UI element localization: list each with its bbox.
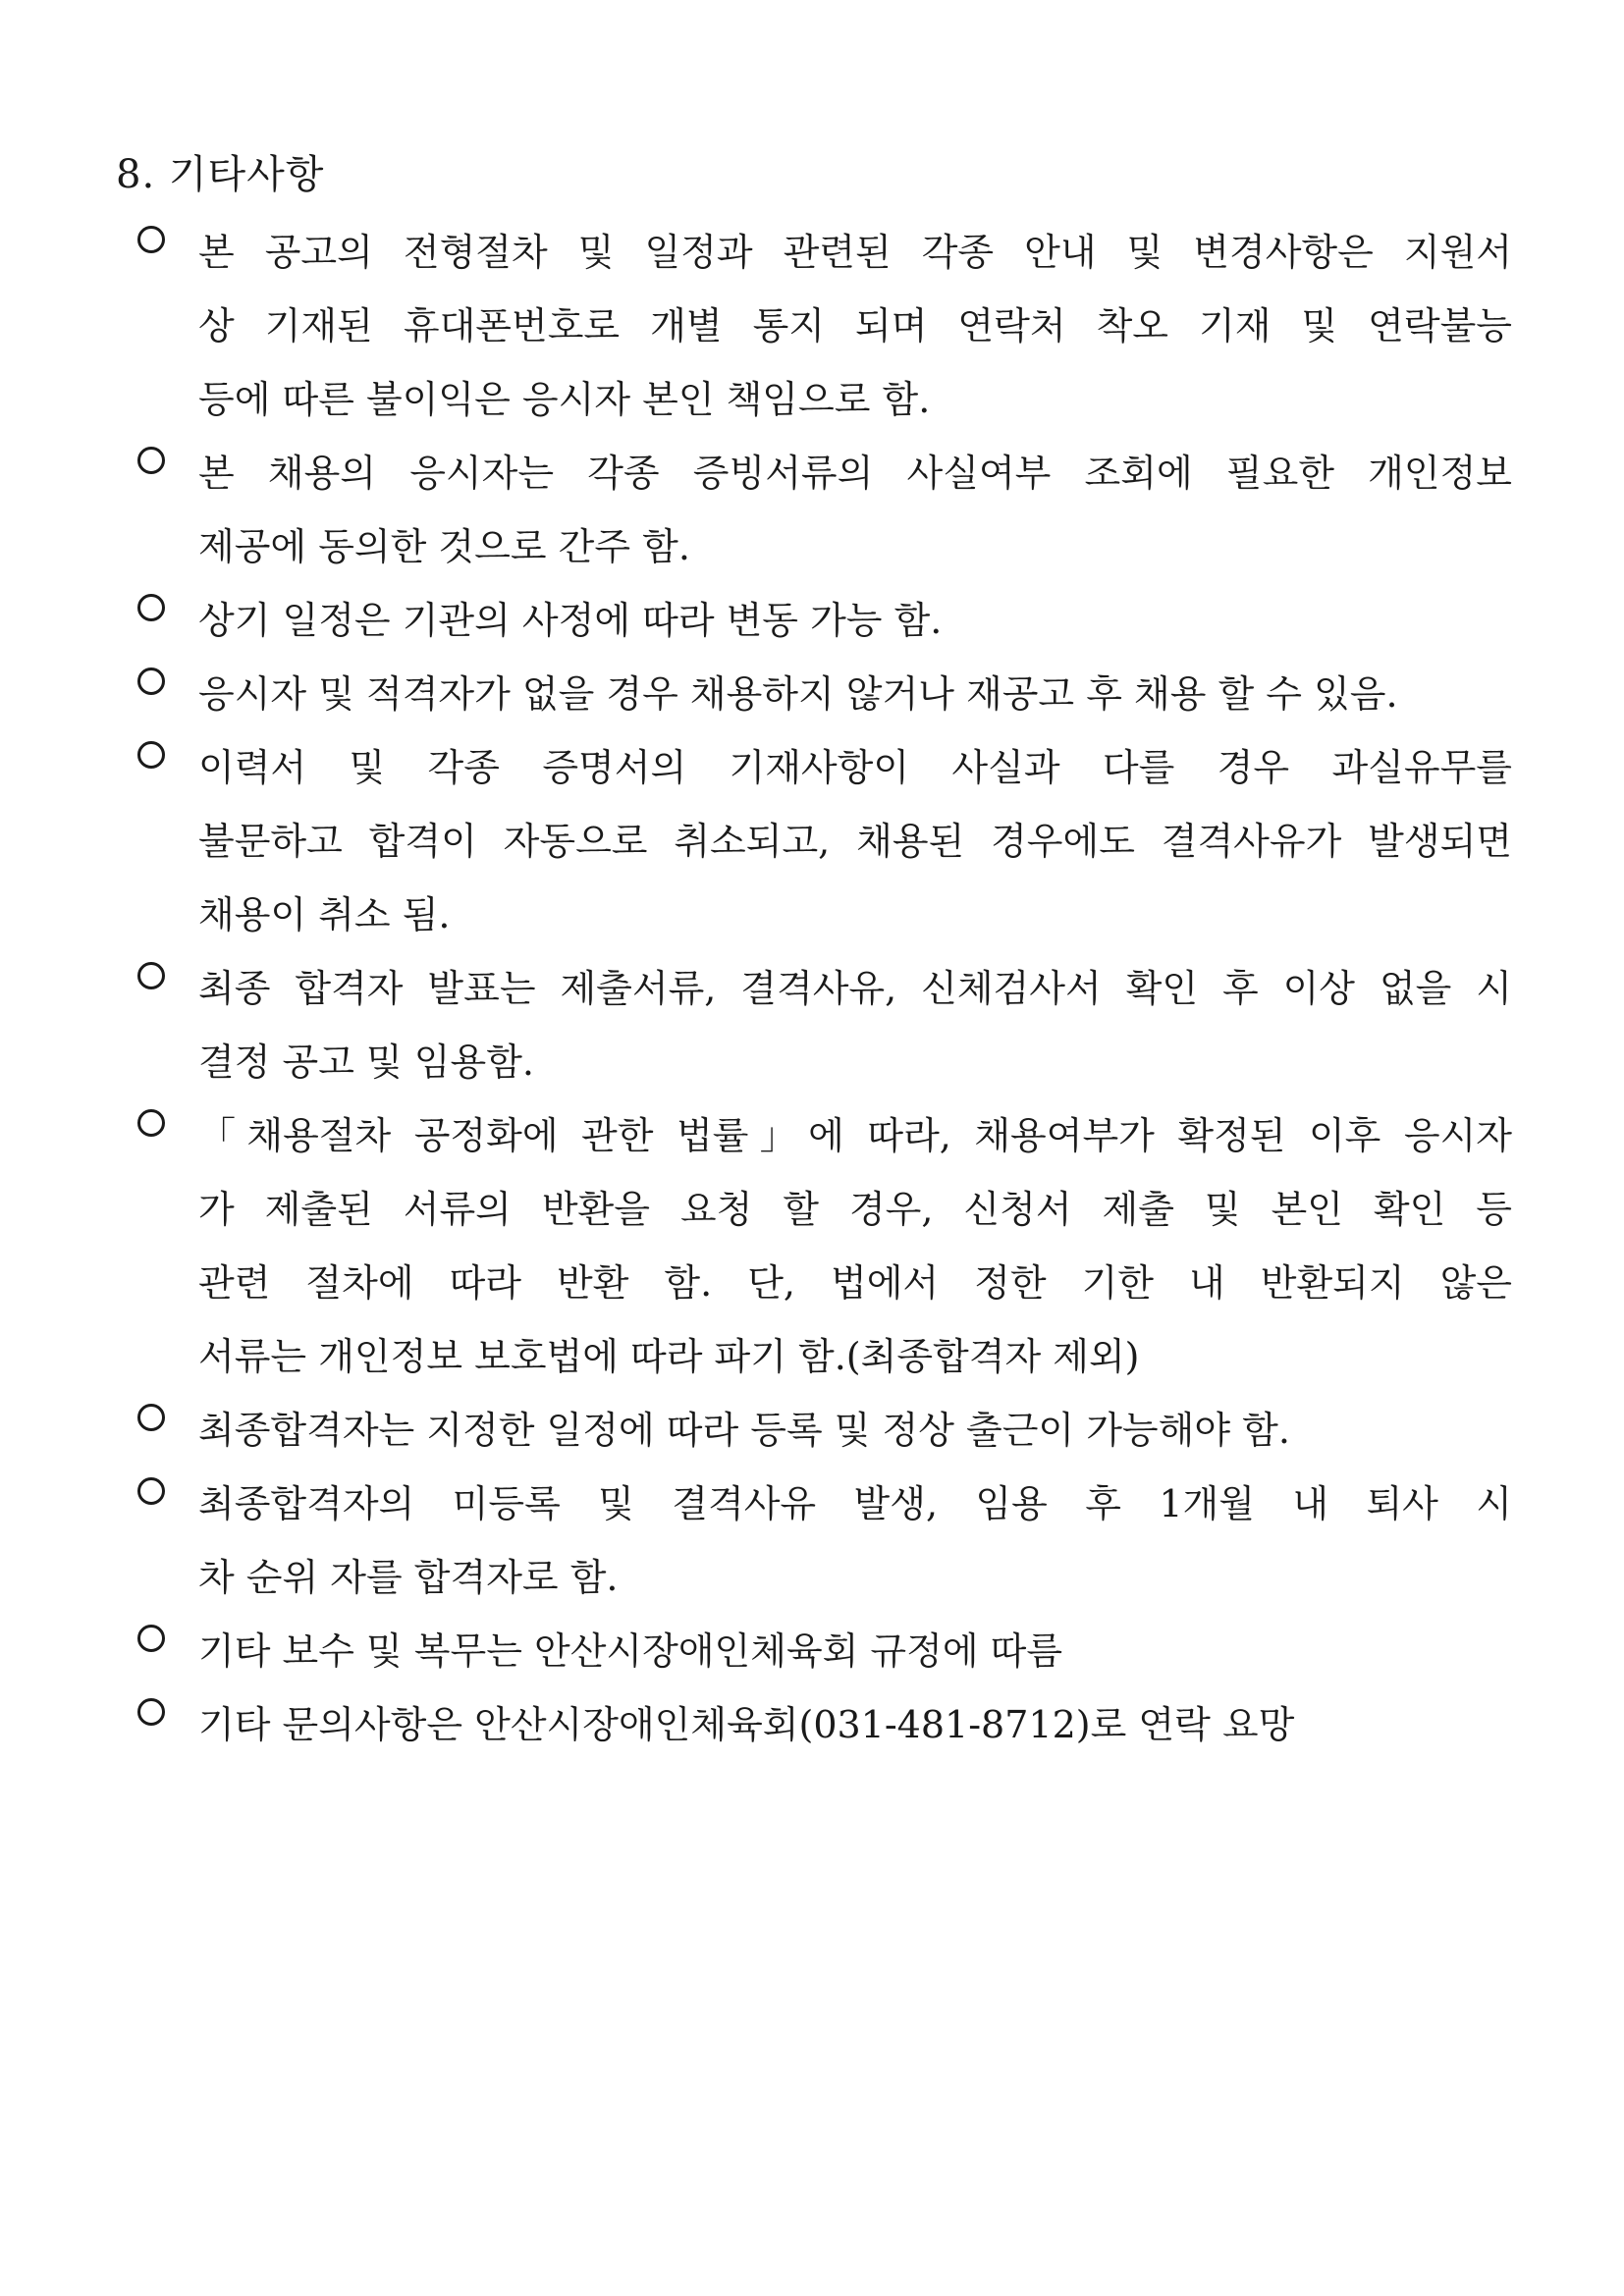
list-item: [137, 437, 1512, 584]
item-line: 관련 절차에 따라 반환 함. 단, 법에서 정한 기한 내 반환되지 않은: [198, 1261, 1512, 1305]
item-line: 기타 문의사항은 안산시장애인체육회(031-481-8712)로 연락 요망: [198, 1703, 1295, 1746]
list-item: [137, 216, 1512, 437]
list-item: [137, 584, 1512, 658]
list-item: [137, 1468, 1512, 1615]
list-item: [137, 658, 1512, 731]
circle-bullet-icon: [137, 667, 165, 695]
item-line: 최종합격자는 지정한 일정에 따라 등록 및 정상 출근이 가능해야 함.: [198, 1409, 1290, 1452]
circle-bullet-icon: [137, 226, 165, 253]
item-line: 기타 보수 및 복무는 안산시장애인체육회 규정에 따름: [198, 1629, 1063, 1673]
list-item: [137, 1394, 1512, 1468]
circle-bullet-icon: [137, 1477, 165, 1505]
circle-bullet-icon: [137, 1625, 165, 1652]
notice-list: [137, 216, 1512, 1762]
list-item: [137, 1615, 1512, 1688]
item-line: 응시자 및 적격자가 없을 경우 채용하지 않거나 재공고 후 채용 할 수 있음.: [198, 672, 1398, 716]
item-line: 불문하고 합격이 자동으로 취소되고, 채용된 경우에도 결격사유가 발생되면: [198, 820, 1512, 863]
item-line: 최종 합격자 발표는 제출서류, 결격사유, 신체검사서 확인 후 이상 없을 시: [198, 967, 1512, 1010]
list-item: [137, 1099, 1512, 1394]
section-heading: 8. 기타사항: [116, 152, 325, 197]
item-line: 상 기재된 휴대폰번호로 개별 통지 되며 연락처 착오 기재 및 연락불능: [198, 304, 1512, 347]
item-line: 채용이 취소 됨.: [198, 893, 451, 936]
item-line: 가 제출된 서류의 반환을 요청 할 경우, 신청서 제출 및 본인 확인 등: [198, 1188, 1512, 1231]
item-line: 본 공고의 전형절차 및 일정과 관련된 각종 안내 및 변경사항은 지원서: [198, 231, 1512, 274]
circle-bullet-icon: [137, 1109, 165, 1137]
list-item: [137, 952, 1512, 1099]
item-line: 상기 일정은 기관의 사정에 따라 변동 가능 함.: [198, 599, 943, 642]
circle-bullet-icon: [137, 1698, 165, 1726]
circle-bullet-icon: [137, 447, 165, 474]
item-line: 이력서 및 각종 증명서의 기재사항이 사실과 다를 경우 과실유무를: [198, 746, 1512, 789]
circle-bullet-icon: [137, 741, 165, 769]
circle-bullet-icon: [137, 962, 165, 989]
item-line: 「채용절차 공정화에 관한 법률」에 따라, 채용여부가 확정된 이후 응시자: [198, 1114, 1512, 1157]
item-line: 서류는 개인정보 보호법에 따라 파기 함.(최종합격자 제외): [198, 1335, 1140, 1378]
list-item: [137, 731, 1512, 952]
circle-bullet-icon: [137, 1404, 165, 1431]
item-line: 등에 따른 불이익은 응시자 본인 책임으로 함.: [198, 378, 931, 421]
list-item: [137, 1688, 1512, 1762]
item-line: 차 순위 자를 합격자로 함.: [198, 1556, 619, 1599]
item-line: 제공에 동의한 것으로 간주 함.: [198, 525, 690, 568]
item-line: 본 채용의 응시자는 각종 증빙서류의 사실여부 조회에 필요한 개인정보: [198, 452, 1512, 495]
item-line: 최종합격자의 미등록 및 결격사유 발생, 임용 후 1개월 내 퇴사 시: [198, 1482, 1512, 1525]
circle-bullet-icon: [137, 594, 165, 621]
item-line: 결정 공고 및 임용함.: [198, 1041, 534, 1084]
